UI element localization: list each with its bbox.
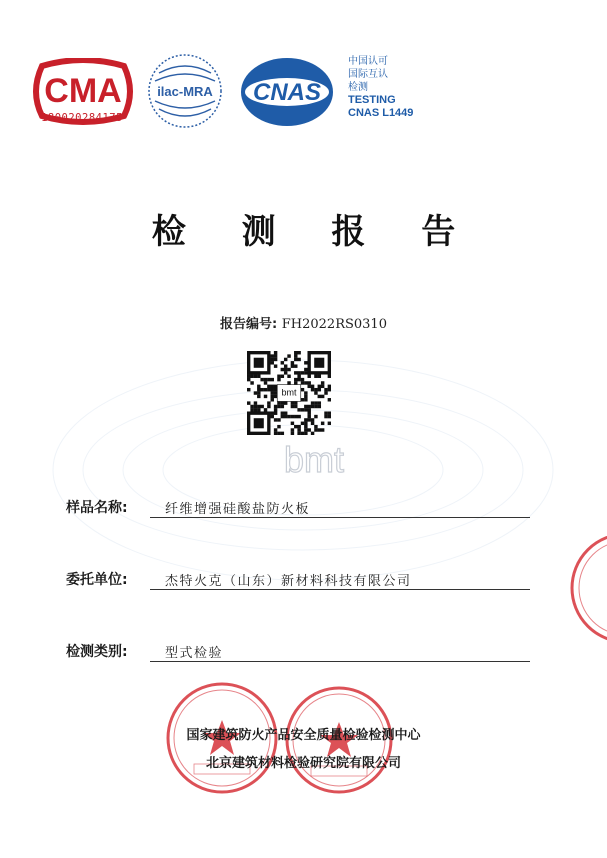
qr-module [274,354,277,357]
qr-module [301,388,304,391]
qr-module [301,378,304,381]
qr-module [287,381,290,384]
qr-module [284,364,287,367]
qr-module [307,381,310,384]
qr-module [277,375,280,378]
cnas-line: TESTING [348,94,396,106]
qr-module [294,425,297,428]
ilac-logo-text: ilac-MRA [157,84,213,99]
qr-module [301,381,304,384]
qr-module [257,408,260,411]
qr-module [274,385,277,388]
qr-module [271,415,274,418]
qr-module [267,401,270,404]
qr-module [274,395,277,398]
qr-module [271,378,274,381]
qr-module [277,405,280,408]
qr-module [281,375,284,378]
qr-module [250,375,253,378]
qr-module [274,428,277,431]
qr-module [254,408,257,411]
qr-module [324,388,327,391]
qr-module [307,418,310,421]
sample-name-value: 纤维增强硅酸盐防火板 [165,502,311,517]
cnas-logo-text: CNAS [252,79,322,106]
cnas-line: 检测 [348,82,368,93]
qr-module [274,358,277,361]
qr-module [287,375,290,378]
qr-module [264,378,267,381]
qr-center-label: bmt [281,387,297,398]
qr-module [257,375,260,378]
qr-module [291,415,294,418]
qr-module [328,411,331,414]
qr-module [250,405,253,408]
qr-module [307,405,310,408]
cnas-logo [238,54,336,130]
cnas-line: CNAS L1449 [348,107,414,119]
qr-module [264,388,267,391]
qr-module [297,415,300,418]
qr-module [284,371,287,374]
qr-module [297,432,300,435]
field-underline [150,661,530,662]
qr-module [267,388,270,391]
qr-module [274,411,277,414]
qr-module [297,358,300,361]
qr-module [314,425,317,428]
qr-module [274,408,277,411]
qr-module [328,422,331,425]
qr-module [307,415,310,418]
qr-module [247,401,250,404]
qr-module [257,388,260,391]
test-type-value: 型式检验 [165,646,224,661]
qr-module [277,401,280,404]
qr-module [324,391,327,394]
qr-module [281,415,284,418]
qr-module [304,405,307,408]
qr-module [271,388,274,391]
qr-module [321,395,324,398]
test-type-label: 检测类别: [66,644,128,660]
qr-module [307,408,310,411]
qr-module [294,401,297,404]
qr-module [291,361,294,364]
qr-module [318,385,321,388]
cma-number: 180020284175 [41,112,123,124]
qr-module [267,385,270,388]
qr-module [271,361,274,364]
qr-module [271,395,274,398]
qr-module [304,418,307,421]
qr-module [291,422,294,425]
qr-module [271,358,274,361]
qr-module [287,368,290,371]
qr-module [274,432,277,435]
qr-module [297,425,300,428]
qr-module [304,428,307,431]
qr-module [271,411,274,414]
qr-module [297,428,300,431]
qr-code [247,351,331,435]
qr-module [301,408,304,411]
field-underline [150,589,530,590]
qr-module [291,432,294,435]
qr-module [297,371,300,374]
qr-module [297,351,300,354]
qr-module [267,405,270,408]
qr-module [294,358,297,361]
qr-module [281,405,284,408]
qr-module [304,425,307,428]
qr-finder [254,418,264,428]
qr-module [304,398,307,401]
qr-module [311,405,314,408]
qr-module [271,354,274,357]
qr-module [318,395,321,398]
qr-module [254,401,257,404]
qr-module [294,354,297,357]
cma-logo-text: CMA [44,72,122,110]
qr-module [301,398,304,401]
qr-module [307,411,310,414]
qr-module [311,388,314,391]
qr-module [314,428,317,431]
qr-module [314,401,317,404]
qr-module [304,371,307,374]
qr-module [250,408,253,411]
qr-module [294,351,297,354]
qr-module [304,408,307,411]
qr-module [277,432,280,435]
page-title: 检 测 报 告 [151,212,478,252]
qr-module [301,422,304,425]
qr-module [284,401,287,404]
qr-module [264,395,267,398]
qr-module [321,385,324,388]
qr-module [291,401,294,404]
qr-module [307,375,310,378]
qr-module [257,405,260,408]
qr-module [314,405,317,408]
qr-module [260,378,263,381]
qr-module [324,411,327,414]
qr-module [321,381,324,384]
qr-module [277,425,280,428]
qr-module [318,428,321,431]
issuing-organization-2: 北京建筑材料检验研究院有限公司 [205,756,401,771]
qr-module [247,388,250,391]
issuing-organization-1: 国家建筑防火产品安全质量检验检测中心 [186,728,421,743]
qr-module [247,378,250,381]
qr-module [304,361,307,364]
qr-module [254,375,257,378]
qr-module [318,375,321,378]
qr-module [287,354,290,357]
qr-module [277,378,280,381]
qr-module [287,415,290,418]
qr-module [291,428,294,431]
cnas-line: 中国认可 [348,56,388,67]
qr-module [318,388,321,391]
qr-module [257,395,260,398]
qr-module [257,385,260,388]
qr-module [304,432,307,435]
qr-module [274,391,277,394]
cnas-description [348,55,448,120]
qr-module [294,381,297,384]
qr-module [267,378,270,381]
qr-module [304,368,307,371]
qr-module [271,398,274,401]
qr-module [264,381,267,384]
qr-module [271,385,274,388]
qr-module [297,408,300,411]
report-number [0,313,607,332]
qr-module [318,401,321,404]
qr-module [324,415,327,418]
qr-module [274,405,277,408]
qr-module [281,361,284,364]
qr-module [314,391,317,394]
qr-module [321,422,324,425]
qr-module [260,405,263,408]
qr-module [328,398,331,401]
qr-module [294,378,297,381]
qr-module [284,415,287,418]
qr-module [254,391,257,394]
bmt-watermark [268,440,360,480]
cnas-line: 国际互认 [348,69,388,80]
client-value: 杰特火克（山东）新材料科技有限公司 [165,574,412,589]
sample-name-label: 样品名称: [66,500,128,516]
qr-module [274,351,277,354]
qr-module [247,375,250,378]
qr-finder [314,358,324,368]
qr-module [311,401,314,404]
qr-module [297,375,300,378]
qr-module [281,401,284,404]
qr-module [328,385,331,388]
qr-module [304,381,307,384]
qr-module [281,411,284,414]
qr-module [318,405,321,408]
qr-module [274,388,277,391]
qr-module [284,368,287,371]
qr-module [260,388,263,391]
qr-module [311,385,314,388]
qr-module [294,371,297,374]
qr-module [281,432,284,435]
qr-module [301,371,304,374]
qr-module [301,432,304,435]
qr-module [314,415,317,418]
report-number-label: 报告编号: [220,317,278,332]
qr-module [291,405,294,408]
qr-module [281,368,284,371]
svg-text:bmt: bmt [283,440,345,480]
official-seal-edge [566,528,607,648]
qr-module [294,405,297,408]
qr-module [307,385,310,388]
report-number-value: FH2022RS0310 [281,317,387,332]
qr-module [284,411,287,414]
qr-module [311,418,314,421]
qr-module [321,428,324,431]
qr-module [274,364,277,367]
qr-module [304,395,307,398]
qr-module [328,388,331,391]
qr-module [307,428,310,431]
qr-module [294,364,297,367]
qr-module [304,391,307,394]
qr-module [294,415,297,418]
qr-finder [254,358,264,368]
ilac-mra-logo [143,51,227,131]
qr-module [304,422,307,425]
qr-module [311,432,314,435]
qr-module [314,375,317,378]
qr-module [328,415,331,418]
qr-module [328,375,331,378]
qr-module [254,405,257,408]
qr-module [284,358,287,361]
qr-module [291,364,294,367]
field-underline [150,517,530,518]
qr-module [311,422,314,425]
qr-module [314,388,317,391]
qr-module [297,378,300,381]
client-label: 委托单位: [66,572,128,588]
qr-module [264,408,267,411]
qr-module [271,391,274,394]
qr-module [274,418,277,421]
qr-module [250,381,253,384]
qr-module [257,391,260,394]
qr-module [277,418,280,421]
